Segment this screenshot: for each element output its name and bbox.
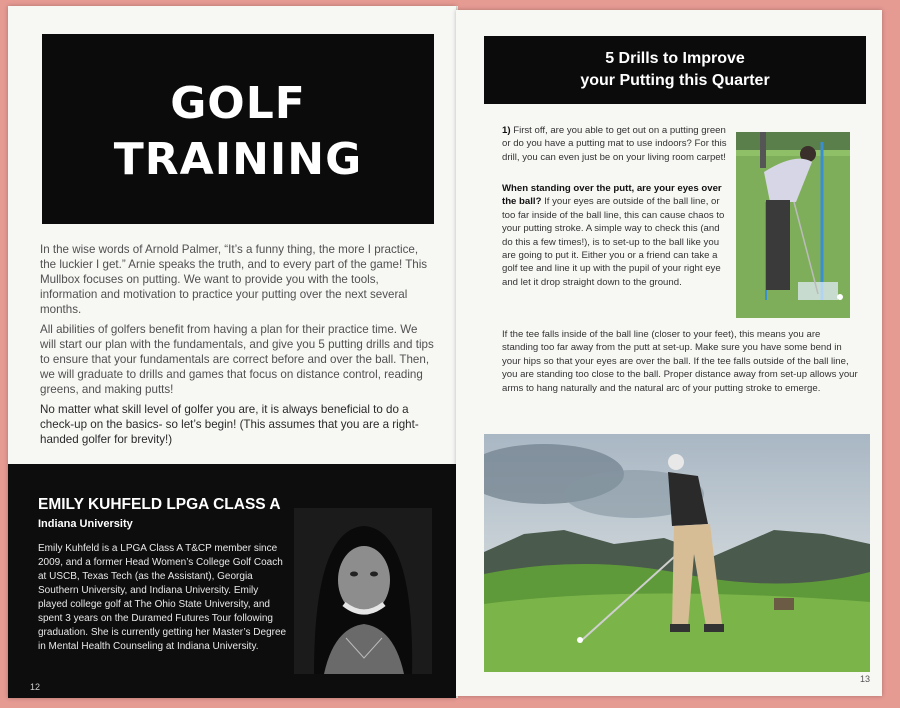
coach-bio-box bbox=[8, 464, 456, 698]
coach-school: Indiana University bbox=[38, 518, 133, 530]
drills-title-line1: 5 Drills to Improve bbox=[605, 50, 745, 67]
drill-number: 1) bbox=[502, 125, 511, 136]
eyes-over-ball-text: If your eyes are outside of the ball line, or too far inside of the ball line, this can cause chaos to your putting stroke. A simple way to check this (and do this a few times!), is to set-up to the ball like you are going to put it. Either you or a friend can take a golf tee and line it up with the pupil of your right eye and let it drop straight down to the ground. bbox=[502, 196, 725, 288]
page-number-right: 13 bbox=[859, 674, 870, 684]
intro-paragraph-3: No matter what skill level of golfer you are, it is always beneficial to do a check-up on the basics- so let’s begin! (This assumes that you are a right-handed golfer for brevity!) bbox=[40, 403, 419, 446]
putting-setup-photo bbox=[736, 132, 850, 318]
banner-title-line1: GOLF bbox=[170, 78, 306, 129]
drill-1-intro bbox=[502, 124, 730, 164]
drill-1-text: First off, are you able to get out on a putting green or do you have a putting mat to use indoors? For this drill, you can even just be on your living room carpet! bbox=[502, 125, 727, 163]
coach-bio-text: Emily Kuhfeld is a LPGA Class A T&CP member since 2009, and a former Head Women’s College Golf Coach at USCB, Texas Tech (as the Assistant), Georgia Southern University, and Indiana University. Emily played college golf at The Ohio State University, and spent 3 years on the Duramed Futures Tour following graduation. She is currently getting her Master’s Degree in Mental Health Counseling at Indiana University. bbox=[38, 543, 287, 652]
tee-drop-explanation: If the tee falls inside of the ball line (closer to your feet), this means you are standing too far away from the putt at set-up. Make sure you have some bend in your hips so that your eyes are over the ball. If the tee falls outside of the ball line, you are standing too close to the ball. Proper distance away from set-up allows your arms to hang naturally and the natural arc of your putting stroke to emerge. bbox=[502, 329, 858, 394]
left-page bbox=[8, 6, 456, 698]
right-page bbox=[456, 10, 882, 696]
coach-name: EMILY KUHFELD LPGA CLASS A bbox=[38, 496, 281, 513]
drills-title-line2: your Putting this Quarter bbox=[580, 72, 770, 89]
drills-banner bbox=[484, 36, 866, 104]
eyes-over-ball-question: When standing over the putt, are your eyes over the ball? bbox=[502, 183, 722, 208]
golf-training-banner bbox=[42, 34, 434, 224]
intro-paragraph-1: In the wise words of Arnold Palmer, “It’s a funny thing, the more I practice, the luckier I get.” Arnie speaks the truth, and to every part of the game! This Mullbox focuses on putting. We want to provide you with the tools, information and motivation to practice your putting over the next several months. bbox=[40, 243, 428, 316]
golfer-driving-photo bbox=[484, 434, 870, 672]
page-number-left: 12 bbox=[30, 682, 41, 692]
drill-1-eyes-over-ball bbox=[502, 182, 730, 289]
coach-portrait-photo bbox=[294, 508, 432, 674]
banner-title-line2: TRAINING bbox=[113, 134, 363, 185]
intro-paragraph-2: All abilities of golfers benefit from having a plan for their practice time. We will start our plan with the fundamentals, and give you 5 putting drills and tips to ensure that your fundamentals are correct before and over the ball. Then, we will graduate to drills and games that focus on distance control, reading greens, and making putts! bbox=[40, 323, 434, 396]
